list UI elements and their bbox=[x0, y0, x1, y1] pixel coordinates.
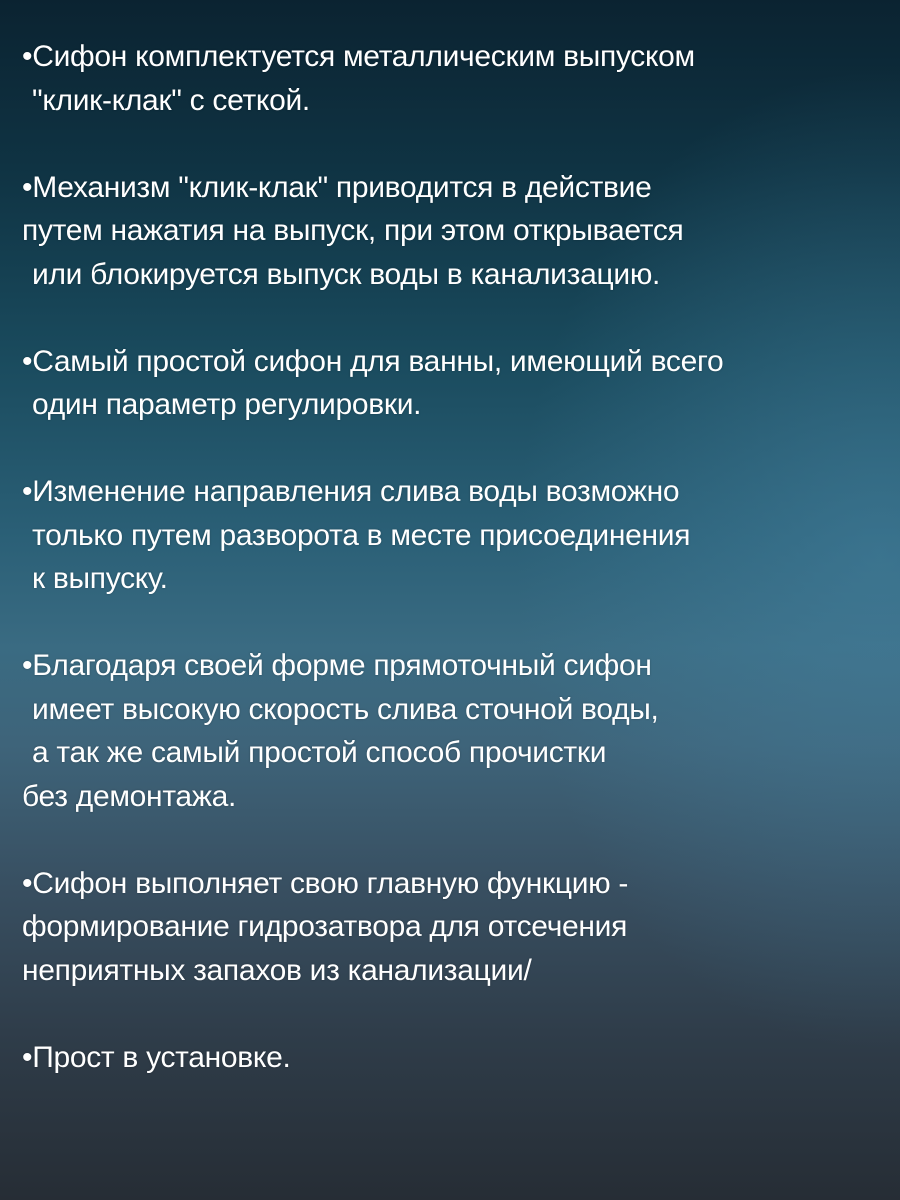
bullet-text-line: имеет высокую скорость слива сточной воды, bbox=[32, 692, 659, 726]
bullet-text-line: к выпуску. bbox=[32, 562, 168, 595]
bullet-item bbox=[22, 340, 882, 427]
bullet-item bbox=[22, 1036, 882, 1080]
paragraph-gap bbox=[22, 818, 882, 862]
bullet-text-line: или блокируется выпуск воды в канализацию. bbox=[32, 257, 661, 291]
bullet-text-line: •Сифон комплектуется металлическим выпуском bbox=[22, 40, 695, 73]
paragraph-gap bbox=[22, 427, 882, 471]
bullet-text-line: неприятных запахов из канализации/ bbox=[22, 953, 532, 987]
paragraph-gap bbox=[22, 992, 882, 1036]
paragraph-gap bbox=[22, 601, 882, 645]
bullet-text-line: "клик-клак" с сеткой. bbox=[32, 83, 310, 117]
bullet-text-line: •Сифон выполняет свою главную функцию - bbox=[22, 866, 629, 900]
bullet-text-line: без демонтажа. bbox=[22, 779, 237, 813]
bullet-item bbox=[22, 470, 882, 601]
bullet-text-line: •Механизм "клик-клак" приводится в действие bbox=[22, 170, 652, 204]
bullet-item bbox=[22, 166, 882, 297]
bullet-item bbox=[22, 644, 882, 818]
bullet-text-line: а так же самый простой способ прочистки bbox=[32, 736, 607, 769]
bullet-text-line: формирование гидрозатвора для отсечения bbox=[22, 910, 628, 943]
bullet-item bbox=[22, 35, 882, 122]
bullet-text-line: один параметр регулировки. bbox=[32, 388, 422, 421]
paragraph-gap bbox=[22, 122, 882, 166]
bullet-text-line: •Благодаря своей форме прямоточный сифон bbox=[22, 649, 652, 682]
feature-list bbox=[22, 35, 882, 1079]
paragraph-gap bbox=[22, 296, 882, 340]
bullet-text-line: •Изменение направления слива воды возможно bbox=[22, 475, 680, 508]
bullet-text-line: •Прост в установке. bbox=[22, 1040, 291, 1074]
bullet-item bbox=[22, 862, 882, 993]
bullet-text-line: только путем разворота в месте присоединения bbox=[32, 518, 691, 552]
bullet-text-line: путем нажатия на выпуск, при этом открывается bbox=[22, 214, 684, 247]
bullet-text-line: •Самый простой сифон для ванны, имеющий всего bbox=[22, 344, 724, 378]
